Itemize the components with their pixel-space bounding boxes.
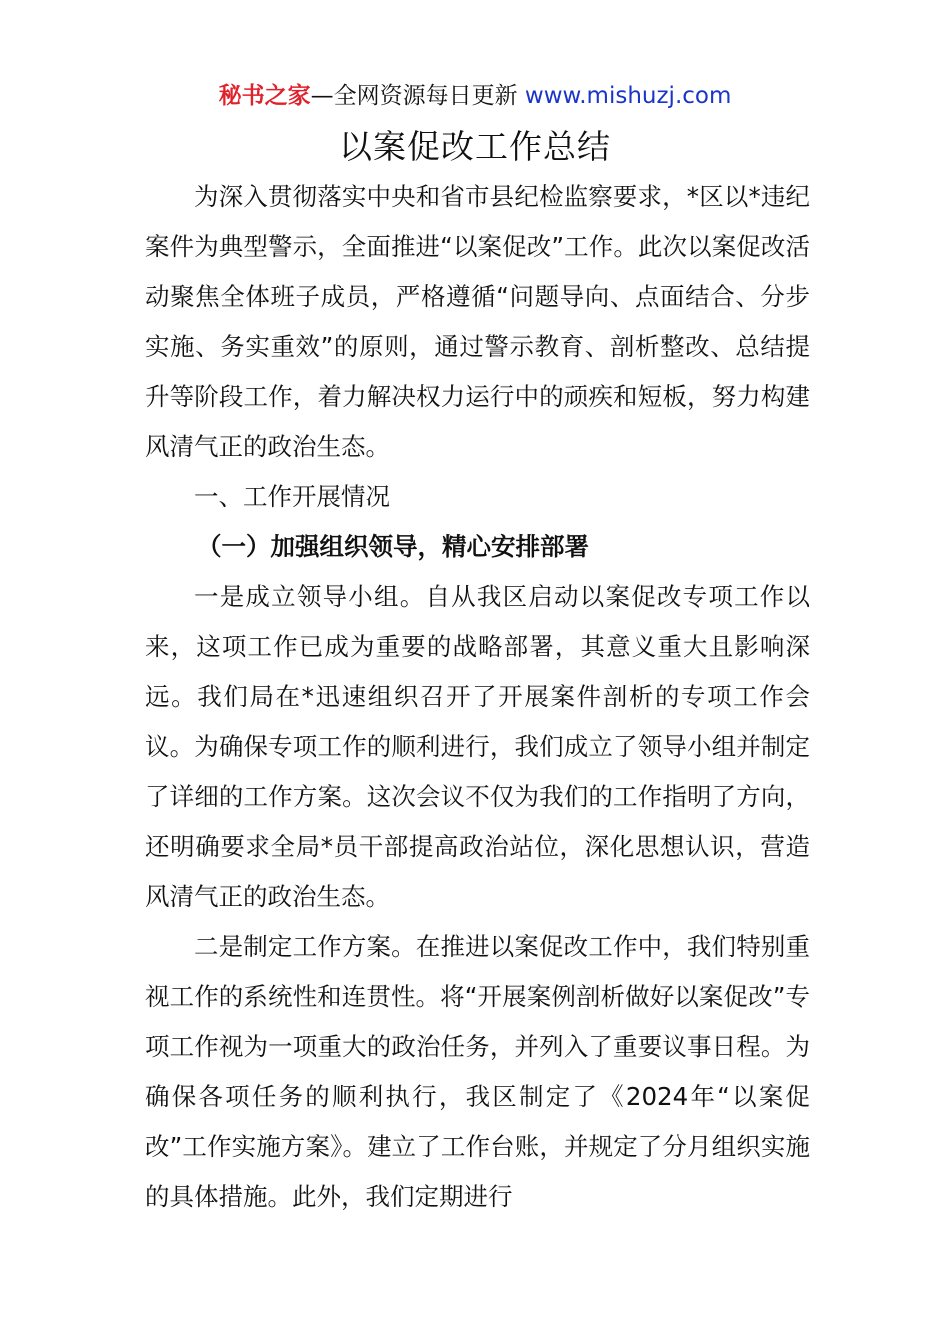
body-paragraph-2: 二是制定工作方案。在推进以案促改工作中，我们特别重视工作的系统性和连贯性。将“开展案例剖析做好以案促改”专项工作视为一项重大的政治任务，并列入了重要议事日程。为确保各项任务的顺利执行，我区制定了《2024年“以案促改”工作实施方案》。建立了工作台账，并规定了分月组织实施的具体措施。此外，我们定期进行 xyxy=(145,932,810,1211)
section-heading: 一、工作开展情况 xyxy=(194,482,390,511)
site-url-link[interactable]: www.mishuzj.com xyxy=(524,83,732,109)
subsection-heading: （一）加强组织领导，精心安排部署 xyxy=(197,532,589,561)
site-header xyxy=(0,80,950,112)
document-body xyxy=(145,172,810,1222)
site-tagline: —全网资源每日更新 xyxy=(310,83,518,109)
site-brand: 秘书之家 xyxy=(218,83,311,109)
document-title: 以案促改工作总结 xyxy=(339,127,611,166)
intro-paragraph: 为深入贯彻落实中央和省市县纪检监察要求，*区以*违纪案件为典型警示，全面推进“以案促改”工作。此次以案促改活动聚焦全体班子成员，严格遵循“问题导向、点面结合、分步实施、务实重效”的原则，通过警示教育、剖析整改、总结提升等阶段工作，着力解决权力运行中的顽疾和短板，努力构建风清气正的政治生态。 xyxy=(145,182,810,461)
body-paragraph-1: 一是成立领导小组。自从我区启动以案促改专项工作以来，这项工作已成为重要的战略部署，其意义重大且影响深远。我们局在*迅速组织召开了开展案件剖析的专项工作会议。为确保专项工作的顺利进行，我们成立了领导小组并制定了详细的工作方案。这次会议不仅为我们的工作指明了方向，还明确要求全局*员干部提高政治站位，深化思想认识，营造风清气正的政治生态。 xyxy=(145,582,810,911)
